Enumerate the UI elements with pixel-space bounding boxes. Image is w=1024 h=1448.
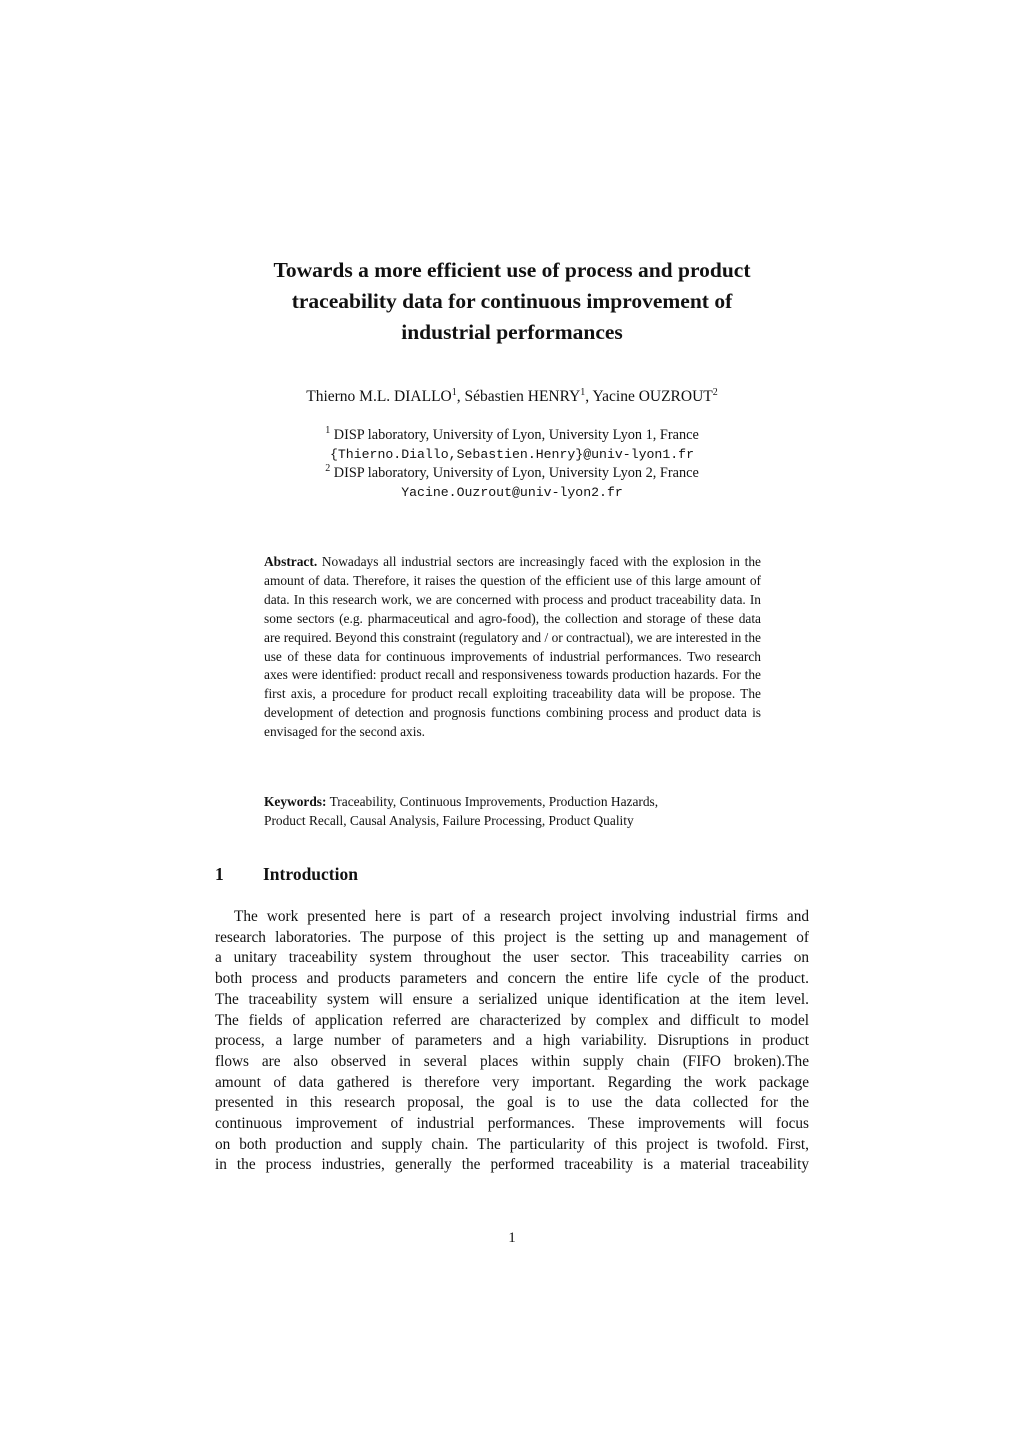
body-line: a unitary traceability system throughout the user sector. This traceability carries on	[215, 949, 809, 967]
abstract	[264, 553, 761, 742]
section-number: 1	[215, 864, 224, 884]
body-line: research laboratories. The purpose of this project is the setting up and management of	[215, 928, 809, 946]
affiliation-email: {Thierno.Diallo,Sebastien.Henry}@univ-lyon1.fr	[329, 447, 695, 462]
author-name: Yacine OUZROUT	[592, 388, 713, 405]
body-line: The traceability system will ensure a serialized unique identification at the item level.	[215, 990, 809, 1008]
body-line: The work presented here is part of a research project involving industrial firms and	[234, 908, 809, 925]
author-name: Sébastien HENRY	[464, 388, 581, 405]
affiliation-text: DISP laboratory, University of Lyon, University Lyon 1, France	[333, 427, 699, 443]
author-separator: ,	[456, 388, 465, 405]
title-line: traceability data for continuous improvement of	[291, 289, 733, 313]
abstract-label: Abstract.	[264, 554, 318, 569]
affiliation-mark: 2	[712, 387, 718, 398]
affiliation-mark: 2	[325, 463, 331, 474]
abstract-text: Nowadays all industrial sectors are increasingly faced with the explosion in the amount of data. Therefore, it raises the question of the efficient use of this large amount of data. In this research work, we are concerned with process and product traceability data. In some sectors (e.g. pharmaceutical and agro-food), the collection and storage of these data are required. Beyond this constraint (regulatory and / or contractual), we are interested in the use of these data for continuous improvements of industrial performances. Two research axes were identified: product recall and responsiveness towards production hazards. For the first axis, a procedure for product recall exploiting traceability data will be propose. The development of detection and prognosis functions combining process and product data is envisaged for the second axis.	[264, 554, 761, 740]
body-line: amount of data gathered is therefore very important. Regarding the work package	[215, 1073, 809, 1091]
body-line: continuous improvement of industrial performances. These improvements will focus	[215, 1115, 809, 1133]
keywords	[264, 792, 761, 830]
body-line: presented in this research proposal, the goal is to use the data collected for the	[215, 1094, 809, 1112]
keywords-label: Keywords:	[264, 794, 327, 809]
author-list	[162, 388, 862, 406]
body-line: process, a large number of parameters and a high variability. Disruptions in product	[215, 1032, 809, 1050]
affiliation-line	[162, 426, 862, 445]
keywords-text: Product Recall, Causal Analysis, Failure Processing, Product Quality	[264, 813, 634, 828]
keywords-text: Traceability, Continuous Improvements, Production Hazards,	[329, 794, 659, 809]
author-separator: ,	[585, 388, 593, 405]
body-line: both process and products parameters and concern the entire life cycle of the product.	[215, 970, 809, 988]
body-line: on both production and supply chain. The particularity of this project is twofold. First,	[215, 1135, 809, 1153]
body-line: The fields of application referred are characterized by complex and difficult to model	[215, 1011, 809, 1029]
affiliation-mark: 1	[451, 387, 457, 398]
section-title: Introduction	[263, 864, 358, 884]
affiliation-text: DISP laboratory, University of Lyon, University Lyon 2, France	[333, 465, 699, 481]
page-number: 1	[508, 1230, 516, 1246]
affiliation-mark: 1	[580, 387, 586, 398]
affiliation-mark: 1	[325, 425, 331, 436]
title-line: Towards a more efficient use of process and product	[273, 258, 751, 282]
author-name: Thierno M.L. DIALLO	[306, 388, 452, 405]
body-line: in the process industries, generally the performed traceability is a material traceability	[215, 1156, 809, 1174]
body-line: flows are also observed in several places within supply chain (FIFO broken).The	[215, 1052, 809, 1070]
paper-title	[212, 255, 812, 348]
affiliation-email: Yacine.Ouzrout@univ-lyon2.fr	[401, 485, 623, 500]
affiliation-line	[162, 464, 862, 483]
introduction-paragraph	[215, 907, 809, 1176]
title-line: industrial performances	[401, 320, 623, 344]
section-heading	[215, 864, 358, 885]
affiliations	[162, 426, 862, 502]
